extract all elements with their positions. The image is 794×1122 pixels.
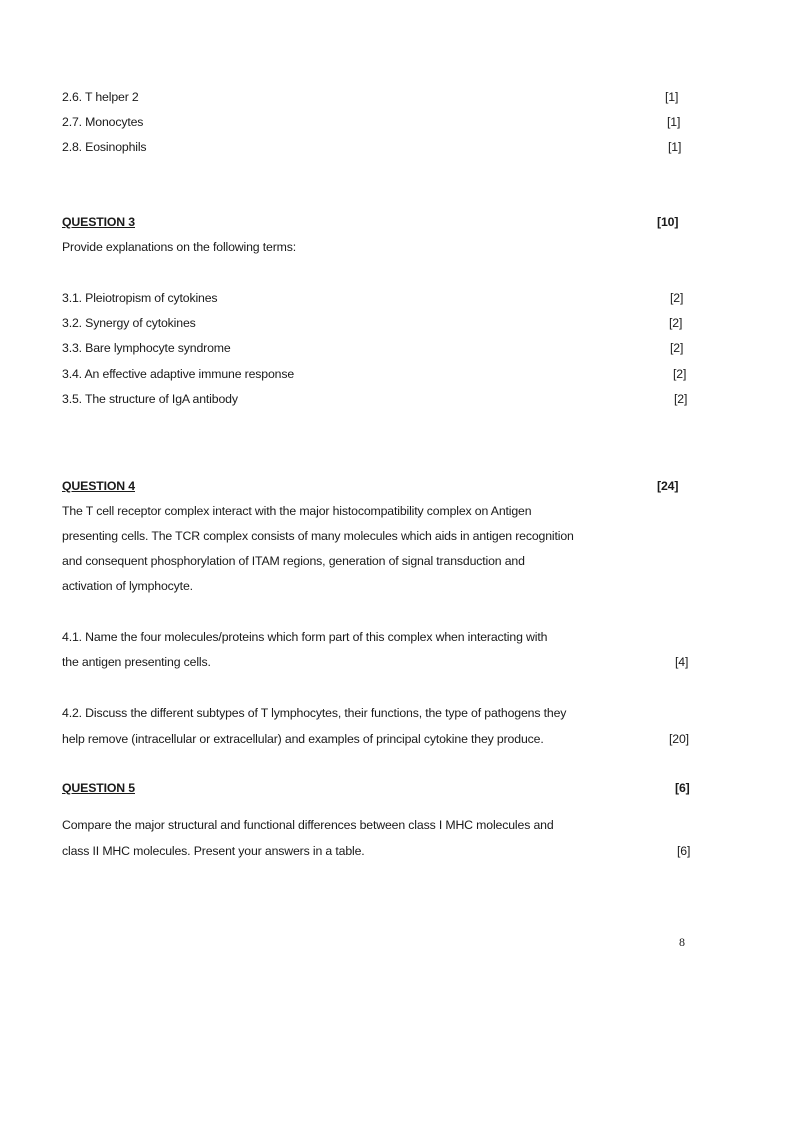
item-text: 2.6. T helper 2	[62, 90, 139, 104]
item-text: 3.1. Pleiotropism of cytokines	[62, 291, 218, 305]
question-4-intro-line: The T cell receptor complex interact with the major histocompatibility complex on Antigen	[62, 504, 532, 518]
question-4-heading: QUESTION 4	[62, 479, 135, 493]
item-mark: [2]	[669, 316, 683, 330]
question-5-mark: [6]	[677, 844, 691, 858]
question-4-intro-line: and consequent phosphorylation of ITAM regions, generation of signal transduction and	[62, 554, 525, 568]
question-5-heading: QUESTION 5	[62, 781, 135, 795]
question-3-total: [10]	[657, 215, 679, 229]
question-3-heading: QUESTION 3	[62, 215, 135, 229]
question-3-intro: Provide explanations on the following terms:	[62, 240, 297, 254]
question-4-intro-line: presenting cells. The TCR complex consists of many molecules which aids in antigen recognition	[62, 529, 574, 543]
item-mark: [2]	[670, 341, 684, 355]
item-text: 2.7. Monocytes	[62, 115, 144, 129]
question-5-line: Compare the major structural and functional differences between class I MHC molecules and	[62, 818, 554, 832]
item-text: 3.5. The structure of IgA antibody	[62, 392, 238, 406]
question-4-2-line: 4.2. Discuss the different subtypes of T lymphocytes, their functions, the type of pathogens they	[62, 706, 567, 720]
question-5-line: class II MHC molecules. Present your answers in a table.	[62, 844, 365, 858]
item-mark: [2]	[674, 392, 688, 406]
item-mark: [2]	[673, 367, 687, 381]
item-mark: [2]	[670, 291, 684, 305]
question-4-total: [24]	[657, 479, 679, 493]
item-text: 2.8. Eosinophils	[62, 140, 147, 154]
question-4-intro-line: activation of lymphocyte.	[62, 579, 193, 593]
item-text: 3.4. An effective adaptive immune response	[62, 367, 295, 381]
question-4-1-line: the antigen presenting cells.	[62, 655, 211, 669]
question-4-1-line: 4.1. Name the four molecules/proteins which form part of this complex when interacting with	[62, 630, 548, 644]
question-4-1-mark: [4]	[675, 655, 689, 669]
item-mark: [1]	[668, 140, 682, 154]
question-5-total: [6]	[675, 781, 690, 795]
item-mark: [1]	[667, 115, 681, 129]
question-4-2-mark: [20]	[669, 732, 689, 746]
page-number: 8	[679, 935, 685, 949]
question-4-2-line: help remove (intracellular or extracellular) and examples of principal cytokine they produce.	[62, 732, 544, 746]
item-text: 3.2. Synergy of cytokines	[62, 316, 196, 330]
item-mark: [1]	[665, 90, 679, 104]
item-text: 3.3. Bare lymphocyte syndrome	[62, 341, 231, 355]
